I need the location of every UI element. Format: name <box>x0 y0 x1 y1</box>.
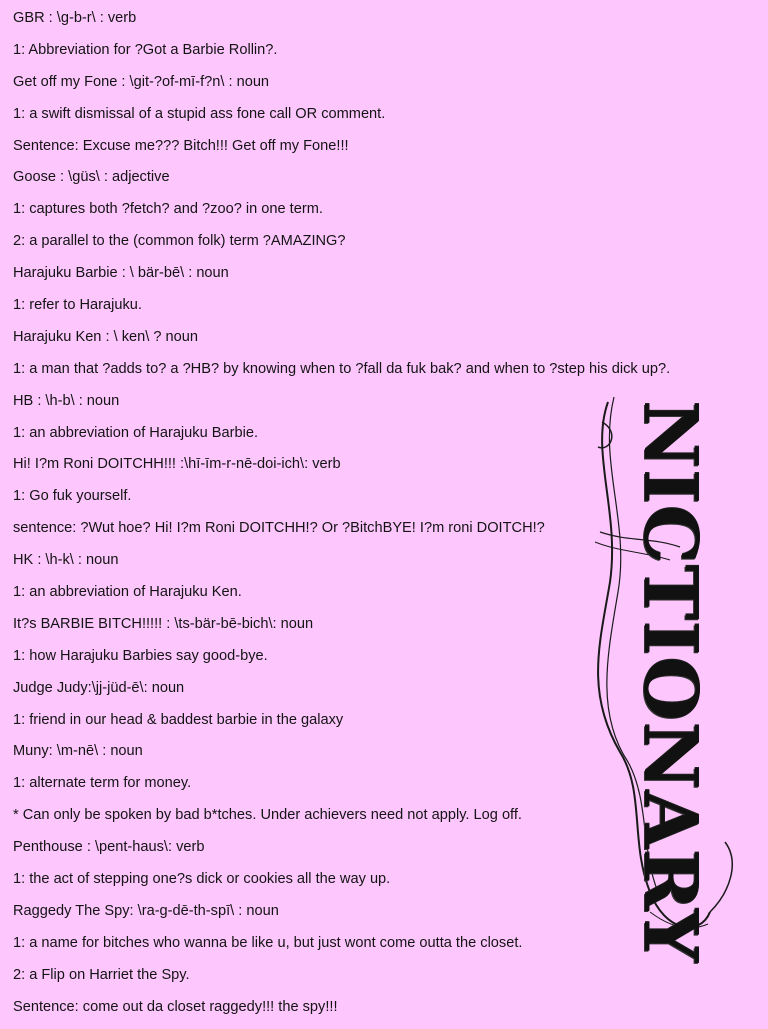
definition-line: It?s BARBIE BITCH!!!!! : \ts-bär-bē-bich\: noun <box>13 615 314 632</box>
definition-line: Raggedy The Spy: \ra-g-dē-th-spī\ : noun <box>13 902 279 919</box>
definition-line: * Can only be spoken by bad b*tches. Under achievers need not apply. Log off. <box>13 807 522 824</box>
definition-line: Judge Judy:\jj-jüd-ē\: noun <box>13 679 185 696</box>
title-word: NICTIONARY <box>627 400 713 964</box>
definition-line: 1: an abbreviation of Harajuku Ken. <box>13 584 242 601</box>
definition-line: 2: a parallel to the (common folk) term ?AMAZING? <box>13 233 346 250</box>
definition-line: 1: the act of stepping one?s dick or cookies all the way up. <box>13 871 391 888</box>
definition-line: HB : \h-b\ : noun <box>13 392 120 409</box>
definition-line: Goose : \güs\ : adjective <box>13 169 170 186</box>
definition-line: Hi! I?m Roni DOITCHH!!! :\hī-īm-r-nē-doi-ich\: verb <box>13 456 341 473</box>
definition-line: sentence: ?Wut hoe? Hi! I?m Roni DOITCHH!? Or ?BitchBYE! I?m roni DOITCH!? <box>13 520 545 537</box>
definition-line: 1: captures both ?fetch? and ?zoo? in one term. <box>13 201 323 218</box>
definition-line: HK : \h-k\ : noun <box>13 552 119 569</box>
definition-line: 1: refer to Harajuku. <box>13 297 142 314</box>
definition-line: Harajuku Ken : \ ken\ ? noun <box>13 328 198 345</box>
definition-line: Get off my Fone : \git-?of-mī-f?n\ : noun <box>13 73 270 90</box>
definition-line: 1: a man that ?adds to? a ?HB? by knowing when to ?fall da fuk bak? and when to ?step his dick up?. <box>13 360 671 377</box>
definition-line: 1: alternate term for money. <box>13 775 192 792</box>
definition-line: 1: a name for bitches who wanna be like u, but just wont come outta the closet. <box>13 934 523 951</box>
definition-line: 1: Abbreviation for ?Got a Barbie Rollin?. <box>13 41 278 58</box>
definition-line: Penthouse : \pent-haus\: verb <box>13 839 205 856</box>
definition-line: 1: friend in our head & baddest barbie in the galaxy <box>13 711 344 728</box>
definition-line: Sentence: Excuse me??? Bitch!!! Get off my Fone!!! <box>13 137 349 154</box>
definition-line: 1: an abbreviation of Harajuku Barbie. <box>13 424 259 441</box>
definition-line: 1: how Harajuku Barbies say good-bye. <box>13 647 268 664</box>
definition-line: Sentence: come out da closet raggedy!!! the spy!!! <box>13 998 338 1015</box>
definition-line: Muny: \m-nē\ : noun <box>13 743 143 760</box>
definition-line: 2: a Flip on Harriet the Spy. <box>13 966 190 983</box>
definition-line: Harajuku Barbie : \ bär-bē\ : noun <box>13 265 229 282</box>
nictionary-title-art <box>590 392 750 964</box>
definition-line: GBR : \g-b-r\ : verb <box>13 10 137 26</box>
definition-line: 1: Go fuk yourself. <box>13 488 132 505</box>
definition-line: 1: a swift dismissal of a stupid ass fone call OR comment. <box>13 105 386 122</box>
